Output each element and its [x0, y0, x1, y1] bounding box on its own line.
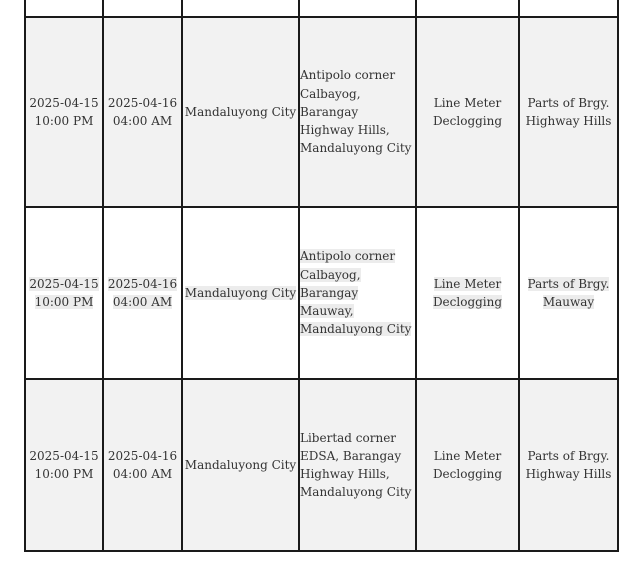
- maintenance-schedule-table: [24, 0, 619, 552]
- activity-text: Line Meter Declogging: [432, 276, 503, 309]
- start-date-cell: 2025-04-15 10:00 PM: [25, 379, 103, 551]
- affected-area-cell: [519, 207, 618, 379]
- activity-cell: Line Meter Declogging: [416, 379, 519, 551]
- affected-area-text: Parts of Brgy. Mauway: [527, 276, 610, 309]
- affected-area-cell: Parts of Brgy. Highway Hills: [519, 17, 618, 207]
- end-date-cell: [103, 207, 182, 379]
- table-cell: [416, 0, 519, 17]
- start-date-cell: [25, 207, 103, 379]
- end-date-cell: 2025-04-16 04:00 AM: [103, 379, 182, 551]
- activity-cell: [416, 207, 519, 379]
- location-cell: Libertad corner EDSA, Barangay Highway Hills, Mandaluyong City: [299, 379, 416, 551]
- table-cell: [182, 0, 299, 17]
- table-cell: [103, 0, 182, 17]
- table-cell: [299, 0, 416, 17]
- location-text: Antipolo corner Calbayog, Barangay Mauway, Mandaluyong City: [300, 249, 412, 337]
- table-row: [25, 379, 618, 551]
- end-date-cell: 2025-04-16 04:00 AM: [103, 17, 182, 207]
- start-date-cell: 2025-04-15 10:00 PM: [25, 17, 103, 207]
- table-cell: [25, 0, 103, 17]
- city-cell: Mandaluyong City: [182, 17, 299, 207]
- table-row: [25, 207, 618, 379]
- affected-area-cell: Parts of Brgy. Highway Hills: [519, 379, 618, 551]
- city-cell: [182, 207, 299, 379]
- city-cell: Mandaluyong City: [182, 379, 299, 551]
- start-date-text: 2025-04-15 10:00 PM: [29, 276, 99, 309]
- city-text: Mandaluyong City: [184, 285, 297, 300]
- location-cell: Antipolo corner Calbayog, Barangay Highway Hills, Mandaluyong City: [299, 17, 416, 207]
- table-cell: [519, 0, 618, 17]
- activity-cell: Line Meter Declogging: [416, 17, 519, 207]
- table-row: [25, 17, 618, 207]
- end-date-text: 2025-04-16 04:00 AM: [107, 276, 178, 309]
- table-row-partial: [25, 0, 618, 17]
- location-cell: [299, 207, 416, 379]
